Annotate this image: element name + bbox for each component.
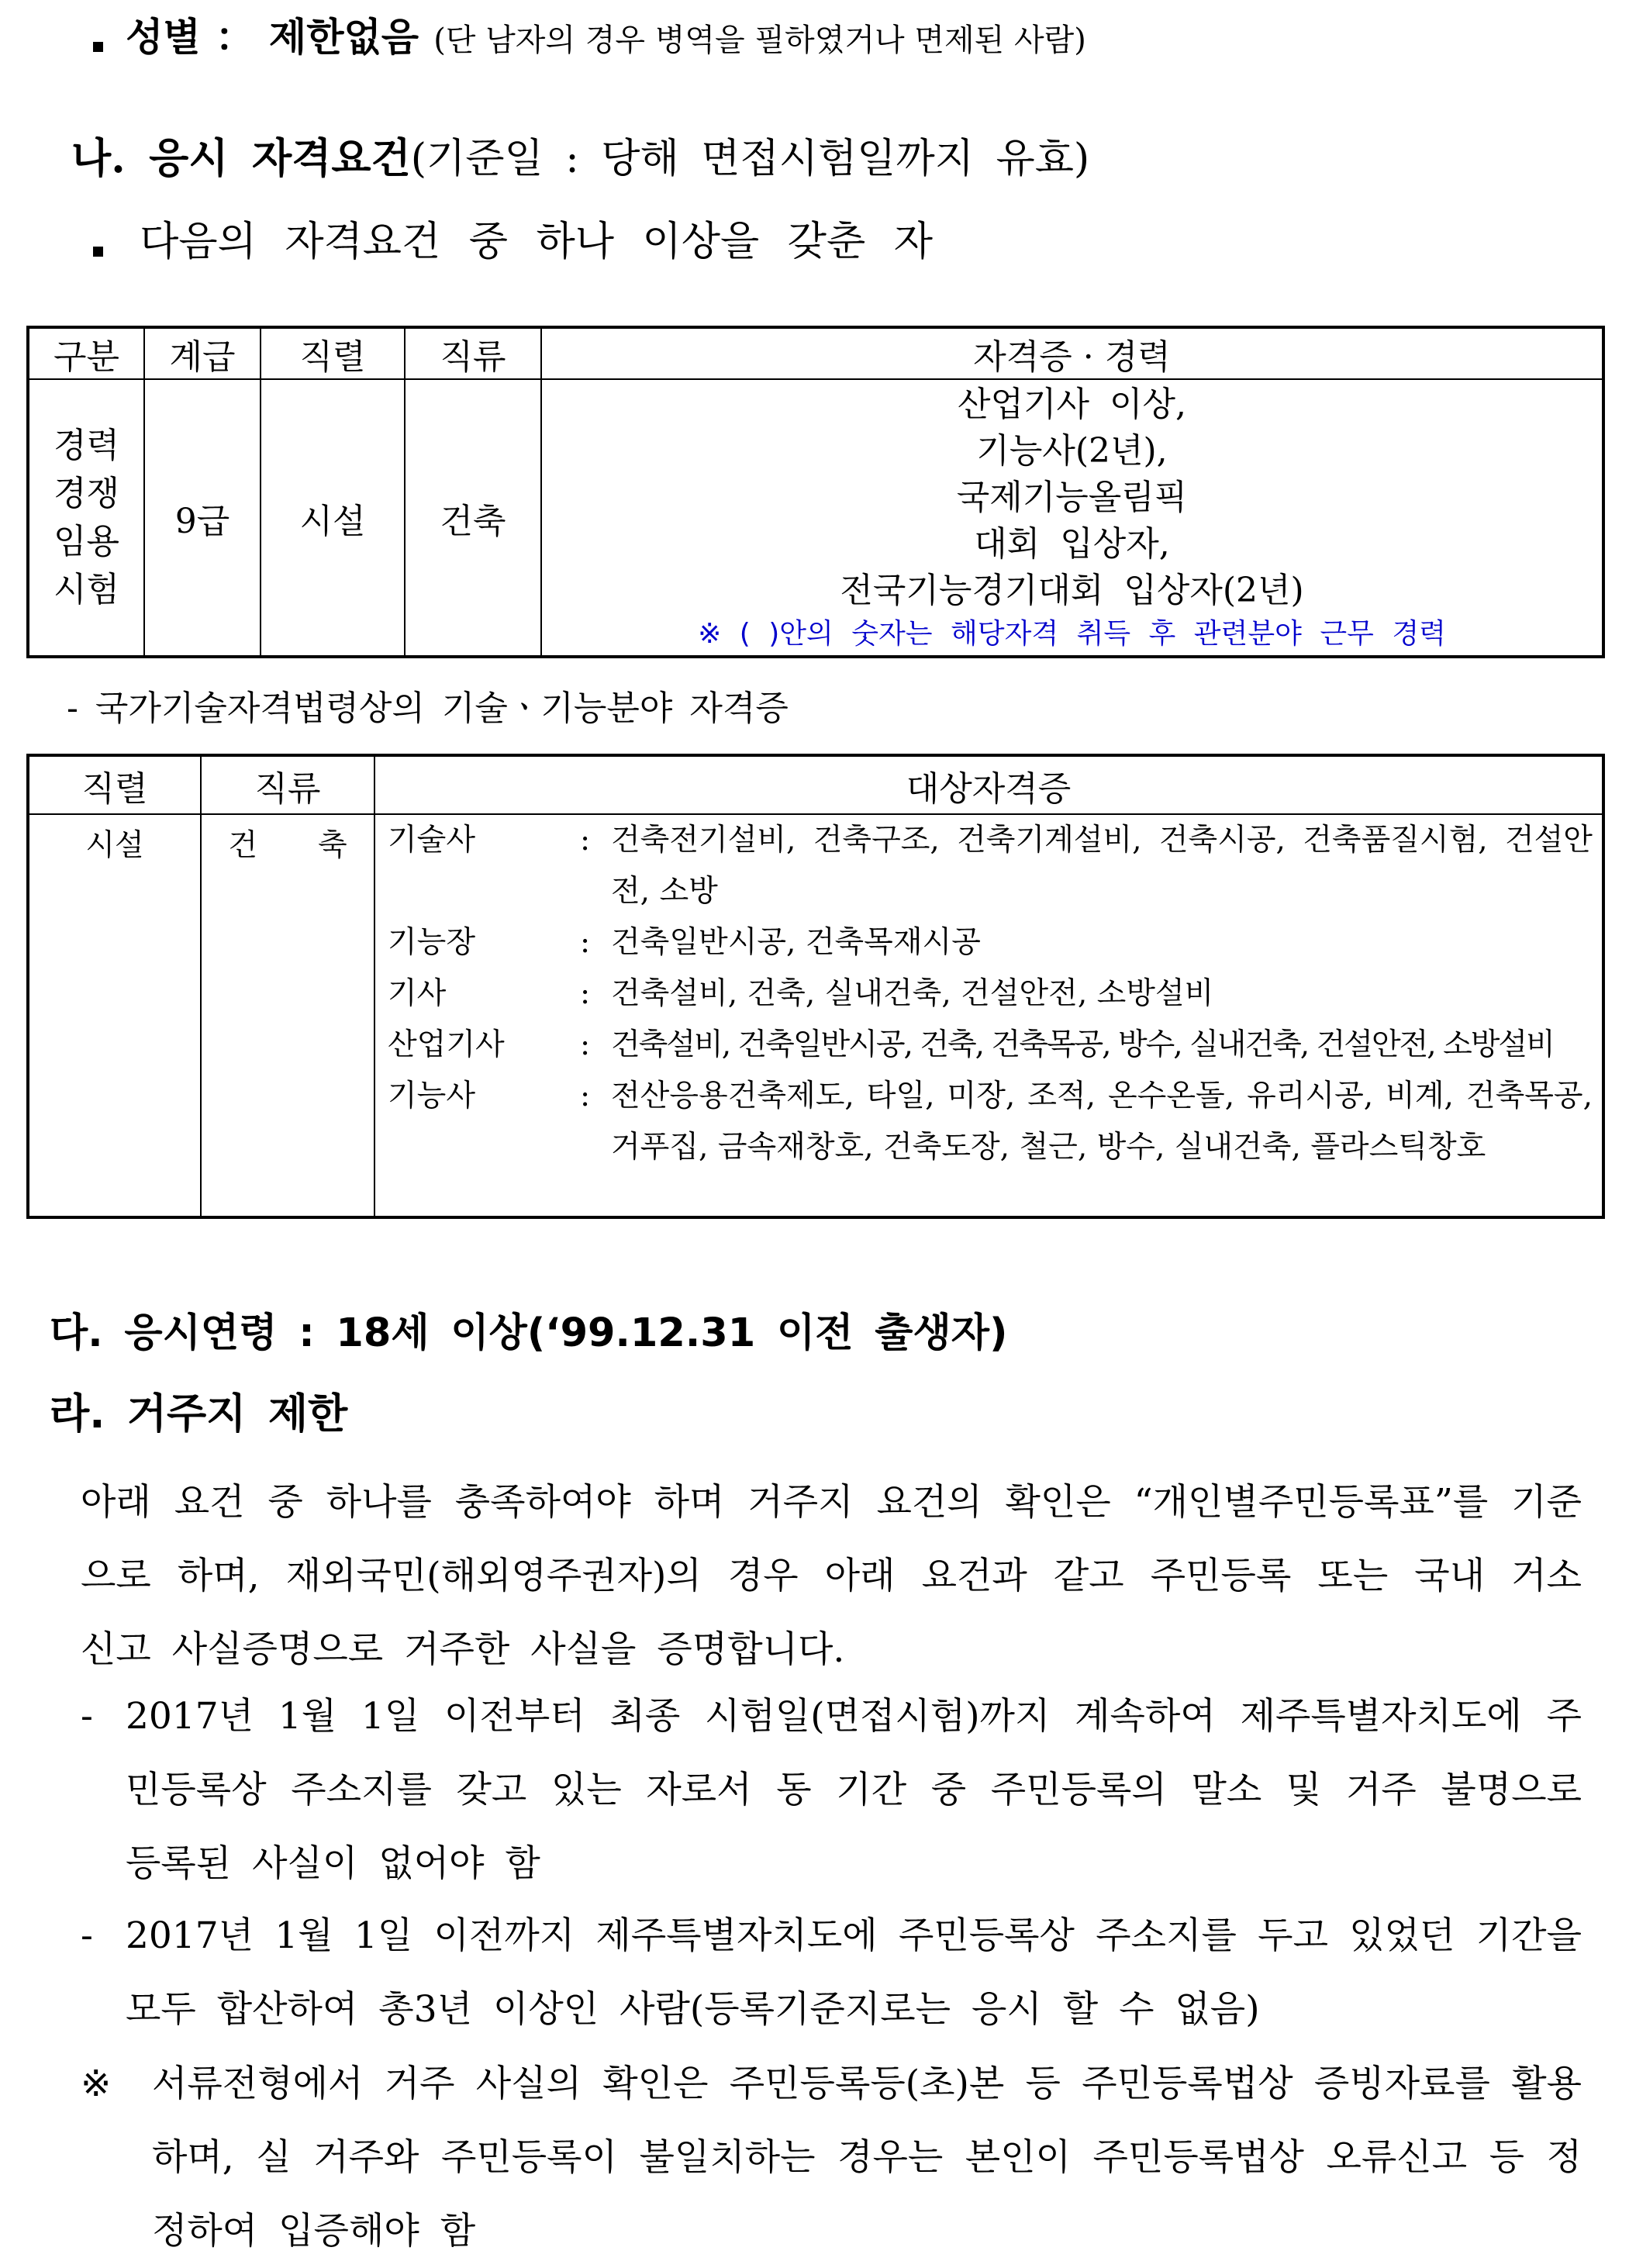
header-series: 직렬 — [261, 327, 405, 379]
cell-series: 시설 — [261, 379, 405, 657]
residency-note — [81, 2047, 1582, 2268]
cell-quals: 산업기사 이상, 기능사(2년), 국제기능올림픽 대회 입상자, 전국기능경기대회 입상자(2년) ※ ( )안의 숫자는 해당자격 취득 후 관련분야 근무 경력 — [541, 379, 1603, 657]
cell-licenses — [374, 814, 1603, 1217]
header-category: 구분 — [28, 327, 144, 379]
residency-item-2 — [81, 1899, 1582, 2046]
quals-note: ※ ( )안의 숫자는 해당자격 취득 후 관련분야 근무 경력 — [698, 617, 1446, 650]
item-text: 서류전형에서 거주 사실의 확인은 주민등록등(초)본 등 주민등록법상 증빙자료를 활용하며, 실 거주와 주민등록이 불일치하는 경우는 본인이 주민등록법상 오류신고 등 정정하여 입증해야 함 — [152, 2063, 1582, 2252]
header-class: 직류 — [405, 327, 541, 379]
license-table — [26, 754, 1605, 1219]
gender-value: 제한없음 — [268, 14, 419, 60]
section-na-bullet-text: 다음의 자격요건 중 하나 이상을 갖춘 자 — [140, 219, 933, 265]
cell-category: 경력 경쟁 임용 시험 — [28, 379, 144, 657]
section-ra-heading: 라. 거주지 제한 — [50, 1390, 348, 1438]
header-quals: 자격증 · 경력 — [541, 327, 1603, 379]
table-header-row — [28, 755, 1603, 814]
qualification-table — [26, 326, 1605, 658]
gender-line — [93, 6, 1086, 68]
header-series: 직렬 — [28, 755, 201, 814]
header-class: 직류 — [201, 755, 374, 814]
section-na-bullet — [93, 211, 933, 282]
cell-class: 건 축 — [201, 814, 374, 1217]
gender-note: (단 남자의 경우 병역을 필하였거나 면제된 사람) — [433, 22, 1086, 58]
cell-class: 건축 — [405, 379, 541, 657]
license-row-gisa: 기사 : 건축설비, 건축, 실내건축, 건설안전, 소방설비 — [388, 976, 1214, 1011]
gender-label: 성별 — [126, 14, 201, 60]
item-marker: - — [81, 1914, 93, 1957]
cell-grade: 9급 — [144, 379, 261, 657]
item-marker: - — [81, 1695, 93, 1738]
section-da-heading: 다. 응시연령 : 18세 이상(‘99.12.31 이전 출생자) — [50, 1310, 1008, 1356]
table-header-row — [28, 327, 1603, 379]
square-bullet-icon — [93, 42, 103, 52]
header-licenses: 대상자격증 — [374, 755, 1603, 814]
item-text: 2017년 1월 1일 이전부터 최종 시험일(면접시험)까지 계속하여 제주특별자치도에 주민등록상 주소지를 갖고 있는 자로서 동 기간 중 주민등록의 말소 및 거주 불명으로 등록된 사실이 없어야 함 — [126, 1695, 1582, 1885]
residency-item-1 — [81, 1679, 1582, 1900]
section-na-heading — [71, 127, 1089, 199]
square-bullet-icon — [93, 247, 103, 257]
license-row-gisulsa: 기술사 : 건축전기설비, 건축구조, 건축기계설비, 건축시공, 건축품질시험, 건설안전, 소방 — [388, 823, 1593, 909]
license-row-ginungjang: 기능장 : 건축일반시공, 건축목재시공 — [388, 925, 981, 960]
gender-colon: ： — [215, 14, 254, 60]
license-row-saneopgisa: 산업기사 : 건축설비, 건축일반시공, 건축, 건축목공, 방수, 실내건축, 건설안전, 소방설비 — [388, 1027, 1554, 1062]
section-na-title: 나. 응시 자격요건 — [71, 134, 411, 182]
item-text: 2017년 1월 1일 이전까지 제주특별자치도에 주민등록상 주소지를 두고 있었던 기간을 모두 합산하여 총3년 이상인 사람(등록기준지로는 응시 할 수 없음) — [126, 1914, 1582, 2031]
header-grade: 계급 — [144, 327, 261, 379]
section-na-subtitle: (기준일 : 당해 면접시험일까지 유효) — [410, 136, 1090, 182]
table2-caption: - 국가기술자격법령상의 기술ㆍ기능분야 자격증 — [67, 689, 789, 728]
section-ra-intro: 아래 요건 중 하나를 충족하여야 하며 거주지 요건의 확인은 “개인별주민등록표”를 기준으로 하며, 재외국민(해외영주권자)의 경우 아래 요건과 같고 주민등록 또는 국내 거소 신고 사실증명으로 거주한 사실을 증명합니다. — [81, 1481, 1582, 1671]
table-row — [28, 814, 1603, 1217]
table-row — [28, 379, 1603, 657]
note-marker: ※ — [81, 2063, 112, 2105]
cell-series: 시설 — [28, 814, 201, 1217]
license-row-ginungsa: 기능사 : 전산응용건축제도, 타일, 미장, 조적, 온수온돌, 유리시공, 비계, 건축목공, 거푸집, 금속재창호, 건축도장, 철근, 방수, 실내건축, 플라스틱창호 — [388, 1079, 1593, 1165]
